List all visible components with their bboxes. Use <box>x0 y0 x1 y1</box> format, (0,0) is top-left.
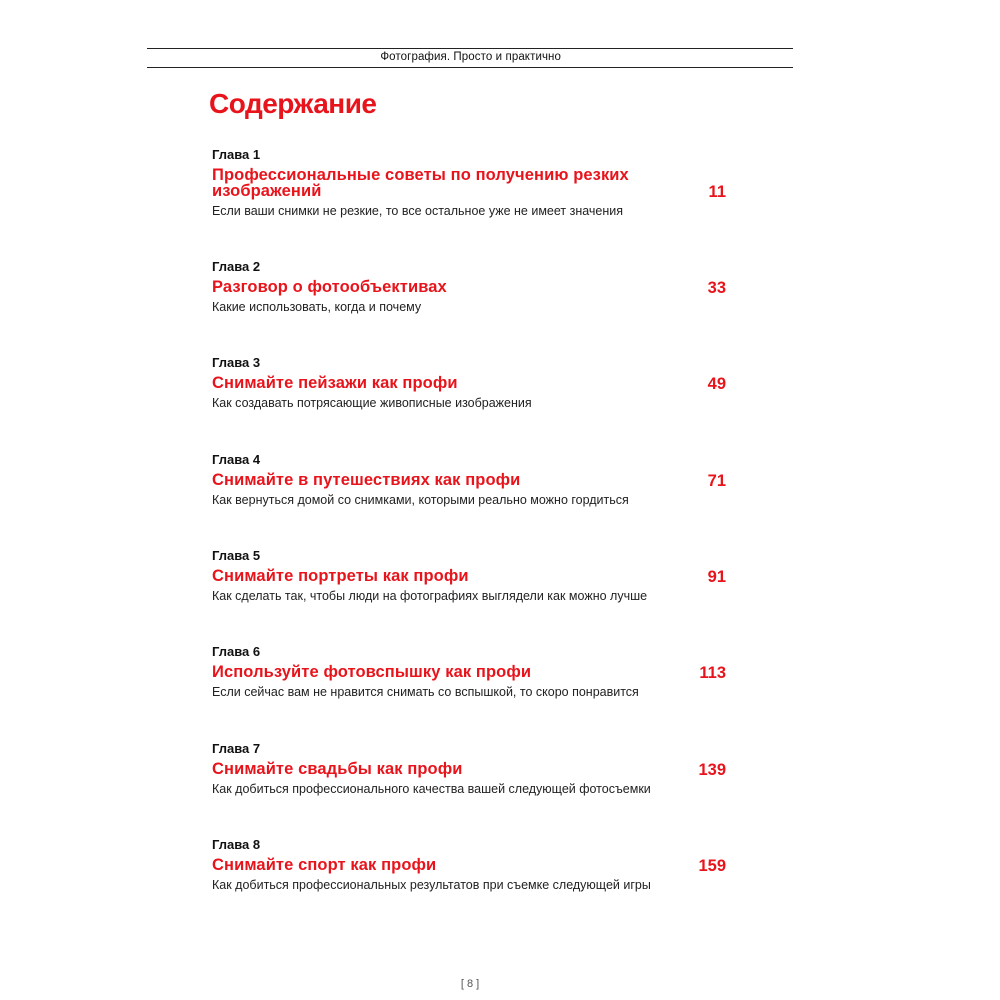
page-number[interactable]: 159 <box>698 857 726 875</box>
chapter-label: Глава 8 <box>212 837 261 852</box>
chapter-label: Глава 2 <box>212 259 261 274</box>
toc-entry-chapter-4[interactable] <box>212 451 732 508</box>
title-row <box>212 857 732 873</box>
chapter-subtitle: Как добиться профессионального качества вашей следующей фотосъемки <box>212 782 651 796</box>
toc-entry-chapter-6[interactable] <box>212 643 732 700</box>
chapter-subtitle: Если ваши снимки не резкие, то все остальное уже не имеет значения <box>212 204 624 218</box>
chapter-subtitle: Если сейчас вам не нравится снимать со вспышкой, то скоро понравится <box>212 685 639 699</box>
page-number[interactable]: 49 <box>707 375 726 393</box>
running-title: Фотография. Просто и практично <box>380 51 561 63</box>
header-rule-bottom <box>147 67 793 68</box>
running-header <box>147 48 793 66</box>
page-number[interactable]: 33 <box>707 279 726 297</box>
chapter-title[interactable]: Снимайте портреты как профи <box>212 567 469 585</box>
chapter-label: Глава 4 <box>212 452 261 467</box>
toc-entry-chapter-1[interactable] <box>212 146 732 219</box>
toc-entry-chapter-8[interactable] <box>212 836 732 893</box>
page-number[interactable]: 113 <box>699 664 726 682</box>
chapter-label: Глава 5 <box>212 548 261 563</box>
chapter-label: Глава 7 <box>212 741 261 756</box>
chapter-title[interactable]: Используйте фотовспышку как профи <box>212 663 532 681</box>
chapter-title[interactable]: Профессиональные советы по получению резких изображений <box>212 166 629 200</box>
chapter-subtitle: Как вернуться домой со снимками, которыми реально можно гордиться <box>212 493 629 507</box>
chapter-subtitle: Как добиться профессиональных результатов при съемке следующей игры <box>212 878 651 892</box>
title-row <box>212 472 732 488</box>
title-row <box>212 568 732 584</box>
chapter-subtitle: Как сделать так, чтобы люди на фотографиях выглядели как можно лучше <box>212 589 648 603</box>
chapter-label: Глава 3 <box>212 355 261 370</box>
chapter-subtitle: Какие использовать, когда и почему <box>212 300 422 314</box>
toc-entry-chapter-2[interactable] <box>212 258 732 315</box>
title-row <box>212 664 732 680</box>
chapter-label: Глава 1 <box>212 147 261 162</box>
page-folio: [ 8 ] <box>460 978 480 990</box>
chapter-title[interactable]: Разговор о фотообъективах <box>212 278 447 296</box>
toc-entry-chapter-3[interactable] <box>212 354 732 411</box>
title-row <box>212 761 732 777</box>
page-number[interactable]: 71 <box>707 472 726 490</box>
toc-entry-chapter-7[interactable] <box>212 740 732 797</box>
page-number[interactable]: 11 <box>708 183 726 201</box>
chapter-title[interactable]: Снимайте пейзажи как профи <box>212 374 458 392</box>
toc-entry-chapter-5[interactable] <box>212 547 732 604</box>
page-number[interactable]: 91 <box>707 568 726 586</box>
chapter-title[interactable]: Снимайте спорт как профи <box>212 856 437 874</box>
page-number[interactable]: 139 <box>698 761 726 779</box>
title-row <box>212 167 732 199</box>
chapter-subtitle: Как создавать потрясающие живописные изображения <box>212 396 532 410</box>
chapter-title[interactable]: Снимайте свадьбы как профи <box>212 760 463 778</box>
header-rule-top <box>147 48 793 49</box>
title-row <box>212 279 732 295</box>
chapter-label: Глава 6 <box>212 644 261 659</box>
chapter-title[interactable]: Снимайте в путешествиях как профи <box>212 471 521 489</box>
toc-title: Содержание <box>209 88 377 119</box>
title-row <box>212 375 732 391</box>
